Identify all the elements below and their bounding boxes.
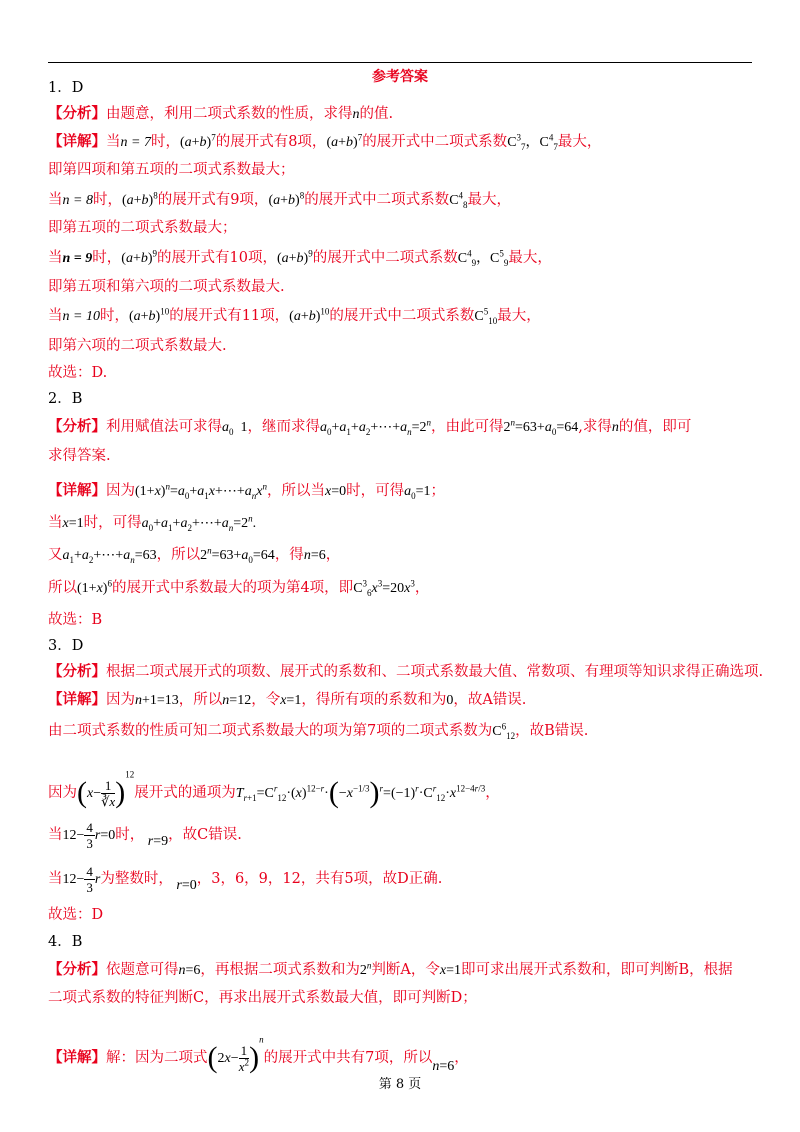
math: 2$^n$ <box>359 960 372 978</box>
text: 因为 <box>48 785 77 801</box>
math: r=9 <box>147 834 169 849</box>
text: ，得 <box>274 547 304 563</box>
text: 当 <box>48 871 63 887</box>
math: x− <box>87 786 102 801</box>
math: $a_0$ 1 <box>222 420 248 437</box>
math: $C^5_{10}$ <box>474 306 498 326</box>
math-fraction: $\frac{1}{∛x}$ <box>101 777 116 809</box>
analysis-tag: 【分析】 <box>48 105 106 122</box>
math: ) <box>115 776 126 809</box>
analysis-tag: 【分析】 <box>48 418 106 435</box>
q1-detail-line <box>48 306 758 327</box>
q3-detail-line <box>48 690 758 711</box>
math: r=0 <box>176 878 197 893</box>
text: ，故C错误. <box>168 827 242 843</box>
analysis-tag: 【分析】 <box>48 961 106 978</box>
math: r <box>94 872 101 887</box>
text: 最大， <box>508 250 552 266</box>
math: r=0 <box>94 828 116 843</box>
q3-detail-line <box>48 721 758 742</box>
text: ，所以 <box>178 692 223 708</box>
text: 的展开式中系数最大的项为第4项，即 <box>111 580 354 596</box>
text: 因为 <box>106 692 135 708</box>
text: ，所以 <box>156 547 201 563</box>
q4-number: 4．B <box>48 934 83 950</box>
math: x=1 <box>439 963 462 978</box>
q1-line: 即第五项和第六项的二项式系数最大. <box>48 279 285 295</box>
q1-detail-line <box>48 190 758 211</box>
q1-number: 1．D <box>48 80 84 96</box>
math: 12− <box>62 872 85 887</box>
text: 的展开式有9项， <box>157 192 269 208</box>
q2-number: 2．B <box>48 391 83 407</box>
q2-analysis: 【分析】利用赋值法可求得$a_0$ 1，继而求得$a_0+a_1+a_2+\cdots+a_n=2^n$，由此可得$2^n=63+a_0=64$,求得n的值，即可 <box>48 417 692 437</box>
text: 的展开式有11项， <box>169 308 290 324</box>
text: 的展开式有10项， <box>157 250 277 266</box>
math: $(a+b)^9$ <box>121 248 158 266</box>
q4-analysis <box>48 960 758 981</box>
text: 的展开式中二项式系数 <box>329 308 475 324</box>
q1-choose: 故选：D. <box>48 365 108 381</box>
math: $C^4_9$，$C^5_9$ <box>457 248 509 268</box>
text: ，继而求得 <box>247 419 320 435</box>
q2-detail-line <box>48 513 758 534</box>
math: $T_{r+1}=C^r_{12}\cdot(x)^{12-r}\cdot$ <box>235 783 329 803</box>
text: 即可求出展开式系数和，即可判断B，根据 <box>461 962 733 978</box>
math-var: n <box>611 420 619 435</box>
math: $(a+b)^{10}$ <box>289 306 330 324</box>
text: 由二项式系数的性质可知二项式系数最大的项为第7项的二项式系数为 <box>48 723 493 739</box>
math-fraction: $\frac{4}{3}$ <box>86 819 93 851</box>
text: 时， <box>92 192 122 208</box>
q1-detail-line <box>48 132 758 153</box>
text: 展开式的通项为 <box>134 785 236 801</box>
q2-line: 求得答案. <box>48 448 111 464</box>
math: ) <box>249 1041 260 1074</box>
math: ) <box>369 776 380 809</box>
math: ( <box>77 776 87 809</box>
detail-tag: 【详解】 <box>48 482 106 499</box>
math: $a_0+a_1+a_2+\cdots+a_n=2^n$. <box>141 513 257 533</box>
math: $C^3_6x^3=20x^3$ <box>353 578 415 598</box>
text: 最大， <box>467 192 512 208</box>
text: 求得 <box>582 419 612 435</box>
text: 又 <box>48 547 63 563</box>
text: 时， <box>150 134 180 150</box>
text: ，得所有项的系数和为 <box>301 692 447 708</box>
math-fraction: $\frac{1}{x^2}$ <box>238 1042 250 1074</box>
math: $2^n=63+a_0=64$ <box>200 545 275 565</box>
text: 的展开式中二项式系数 <box>362 134 508 150</box>
q2-choose: 故选：B <box>48 612 103 628</box>
math: x=1 <box>280 693 302 708</box>
math: $(a+b)^8$ <box>121 190 158 208</box>
q1-detail-line <box>48 248 758 269</box>
text: 为整数时， <box>100 871 173 887</box>
text: ； <box>430 483 446 499</box>
text: ，故B错误. <box>515 723 589 739</box>
math: $C^3_7$，$C^4_7$ <box>507 132 558 152</box>
text: 当 <box>48 308 63 324</box>
q1-line: 即第四项和第五项的二项式系数最大； <box>48 162 295 178</box>
q4-line: 二项式系数的特征判断C，再求出展开式系数最大值，即可判断D； <box>48 990 477 1006</box>
math: $2^n=63+a_0=64$ <box>503 417 579 437</box>
math: 2x− <box>217 1051 239 1066</box>
text: 判断A，令 <box>371 962 440 978</box>
math: 0 <box>446 693 454 708</box>
page-footer: 第 8 页 <box>378 1077 422 1092</box>
text: ，3，6，9，12，共有5项，故D正确. <box>196 871 443 887</box>
analysis-text: 由题意，利用二项式系数的性质，求得 <box>106 106 353 122</box>
text: ，令 <box>251 692 281 708</box>
math: $C^4_8$ <box>449 190 468 210</box>
analysis-tag: 【分析】 <box>48 663 106 680</box>
math: $a_0=1$ <box>404 484 431 501</box>
math: n <box>259 1034 264 1045</box>
math: 12− <box>62 828 85 843</box>
math: $(a+b)^9$ <box>276 248 313 266</box>
text: 时， <box>99 308 129 324</box>
text: ，所以当 <box>267 483 325 499</box>
math: n=6 <box>432 1059 455 1074</box>
text: 时，可得 <box>346 483 405 499</box>
text: 根据二项式展开式的项数、展开式的系数和、二项式系数最大值、常数项、有理项等知识求得正确选项. <box>106 664 764 680</box>
q4-detail-line: 【详解】解：因为二项式(2x− $\frac{1}{x^2}$ )$^n$的展开式中共有7项，所以n=6， <box>48 1034 469 1074</box>
math-var: n <box>352 107 360 122</box>
q1-analysis <box>48 104 758 125</box>
text: 的值，即可 <box>618 419 692 435</box>
text: 当 <box>48 250 63 266</box>
detail-tag: 【详解】 <box>48 691 106 708</box>
text: 时， <box>92 250 122 266</box>
text: ，再根据二项式系数和为 <box>200 962 360 978</box>
math: 12 <box>125 769 135 780</box>
math: $(a+b)^{10}$ <box>128 306 170 324</box>
math-fraction: $\frac{4}{3}$ <box>86 863 93 895</box>
q3-analysis <box>48 662 764 682</box>
header-rule <box>48 62 752 63</box>
q2-detail-line: 又$a_1+a_2+\cdots+a_n=63$，所以$2^n=63+a_0=64$，得n=6， <box>48 545 341 565</box>
q1-line: 即第六项的二项式系数最大. <box>48 338 227 354</box>
math: $C^6_{12}$ <box>492 721 516 741</box>
text: 当 <box>48 515 63 531</box>
text: ，故A错误. <box>453 692 527 708</box>
math: $-x^{-1/3}$ <box>338 783 370 801</box>
math: n=6 <box>178 963 201 978</box>
text: 所以 <box>48 580 77 596</box>
q3-number: 3．D <box>48 638 84 654</box>
q3-choose: 故选：D <box>48 907 104 923</box>
math: ( <box>207 1041 218 1074</box>
text: 依题意可得 <box>106 962 179 978</box>
text: 当 <box>48 192 63 208</box>
text: ，由此可得 <box>431 419 504 435</box>
text: 最大， <box>557 134 602 150</box>
math: $(a+b)^7$ <box>326 132 363 150</box>
text: 利用赋值法可求得 <box>106 419 222 435</box>
text: 的展开式中二项式系数 <box>312 250 458 266</box>
math: n=12 <box>222 693 252 708</box>
page-title: 参考答案 <box>372 69 428 85</box>
text: 当 <box>106 134 121 150</box>
q2-detail-line: 所以$(1+x)^6$的展开式中系数最大的项为第4项，即$C^3_6x^3=20x^3$， <box>48 578 430 598</box>
detail-tag: 【详解】 <box>48 133 106 150</box>
math: n = 9 <box>62 251 93 266</box>
text: 的展开式中二项式系数 <box>304 192 450 208</box>
text: 的展开式有8项， <box>215 134 327 150</box>
q1-line: 即第五项的二项式系数最大； <box>48 220 237 236</box>
q3-detail-line: 因为(x− $\frac{1}{∛x}$ )$^{12}$展开式的通项为$T_{r+1}=C^r_{12}\cdot(x)^{12-r}\cdot(-x^{-1/3})^r=(-1)^r\cdot C^r_{12}\cdot x^{12-4r/3}$， <box>48 769 500 809</box>
math: n = 8 <box>62 193 93 208</box>
math: n+1=13 <box>135 693 179 708</box>
q2-detail-line <box>48 481 758 502</box>
text: 的展开式中共有7项，所以 <box>263 1050 433 1066</box>
math: $a_0+a_1+a_2+\cdots+a_n=2^n$ <box>320 417 432 437</box>
math: $a_1+a_2+\cdots+a_n=63$ <box>62 548 157 565</box>
detail-tag: 【详解】 <box>48 1049 106 1066</box>
text: 最大， <box>497 308 541 324</box>
math: n = 10 <box>62 309 100 324</box>
text: 时， <box>115 827 145 843</box>
math: ( <box>328 776 339 809</box>
math: $^r=(-1)^r\cdot C^r_{12}\cdot x^{12-4r/3}$ <box>379 783 486 803</box>
math: n = 7 <box>120 135 151 150</box>
math: $(a+b)^8$ <box>268 190 305 208</box>
q3-detail-line <box>48 862 758 897</box>
analysis-text: 的值. <box>359 106 394 122</box>
math: $(1+x)^n=a_0+a_1x+\cdots+a_nx^n$ <box>135 481 267 501</box>
math: x=1 <box>62 516 84 531</box>
text: 时，可得 <box>83 515 142 531</box>
math: $(1+x)^6$ <box>77 578 112 596</box>
math: $(a+b)^7$ <box>179 132 216 150</box>
text: 因为 <box>106 483 135 499</box>
math: x=0 <box>325 484 347 499</box>
text: 当 <box>48 827 63 843</box>
math: n=6 <box>303 548 326 563</box>
text: 解：因为二项式 <box>106 1050 208 1066</box>
q3-detail-line <box>48 818 758 853</box>
